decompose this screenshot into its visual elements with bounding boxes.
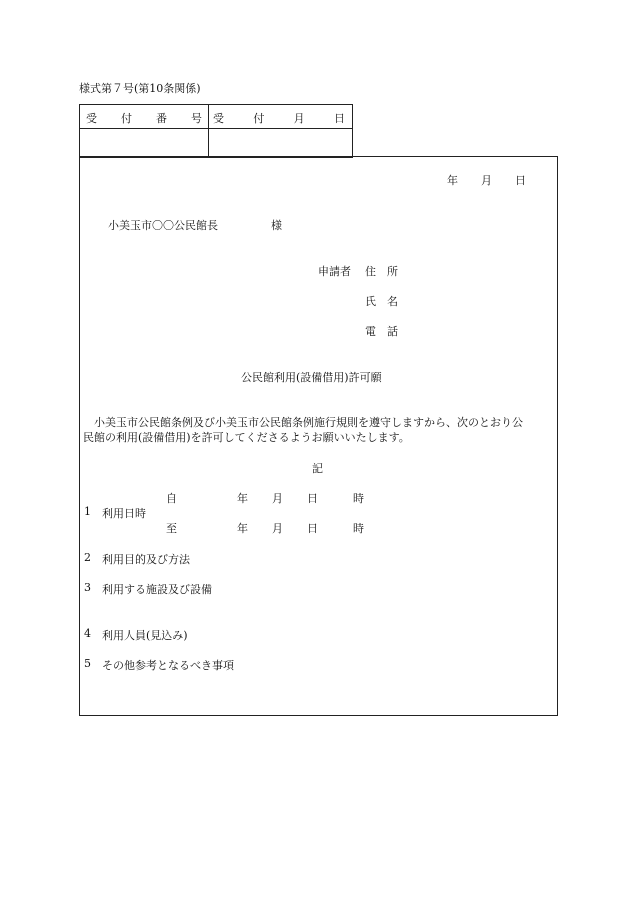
honorific: 様 <box>271 219 282 232</box>
item-4-number: 4 <box>84 627 91 640</box>
to-year: 年 <box>237 522 248 535</box>
from-marker: 自 <box>166 492 177 505</box>
receipt-date-field[interactable] <box>209 130 350 155</box>
to-day: 日 <box>307 522 318 535</box>
item-1-label: 利用日時 <box>102 507 146 520</box>
to-month: 月 <box>272 522 283 535</box>
applicant-label: 申請者 <box>318 265 351 278</box>
from-hour: 時 <box>353 492 364 505</box>
addressee: 小美玉市〇〇公民館長 <box>108 219 218 232</box>
receipt-number-header: 受 付 番 号 <box>86 112 202 125</box>
receipt-table-divider <box>79 128 352 129</box>
item-4-label: 利用人員(見込み) <box>102 629 188 642</box>
receipt-date-header: 受 付 月 日 <box>213 112 345 125</box>
item-1-number: 1 <box>84 505 91 518</box>
form-number-label: 様式第７号(第10条関係) <box>79 82 201 95</box>
application-date[interactable]: 年 月 日 <box>447 174 526 187</box>
item-5-label: その他参考となるべき事項 <box>102 659 234 672</box>
from-day: 日 <box>307 492 318 505</box>
item-2-label: 利用目的及び方法 <box>102 553 190 566</box>
applicant-address-field[interactable]: 住 所 <box>365 265 398 278</box>
applicant-phone-field[interactable]: 電 話 <box>365 325 398 338</box>
to-hour: 時 <box>353 522 364 535</box>
item-3-number: 3 <box>84 581 91 594</box>
from-month: 月 <box>272 492 283 505</box>
form-title: 公民館利用(設備借用)許可願 <box>241 371 382 384</box>
to-marker: 至 <box>166 522 177 535</box>
body-text-line-2: 民館の利用(設備借用)を許可してくださるようお願いいたします。 <box>83 431 410 444</box>
from-year: 年 <box>237 492 248 505</box>
item-3-label: 利用する施設及び設備 <box>102 583 212 596</box>
receipt-number-field[interactable] <box>80 130 207 155</box>
item-5-number: 5 <box>84 657 91 670</box>
ki-heading: 記 <box>312 462 323 475</box>
applicant-name-field[interactable]: 氏 名 <box>365 295 398 308</box>
body-text-line-1: 小美玉市公民館条例及び小美玉市公民館条例施行規則を遵守しますから、次のとおり公 <box>94 416 523 429</box>
item-2-number: 2 <box>84 551 91 564</box>
